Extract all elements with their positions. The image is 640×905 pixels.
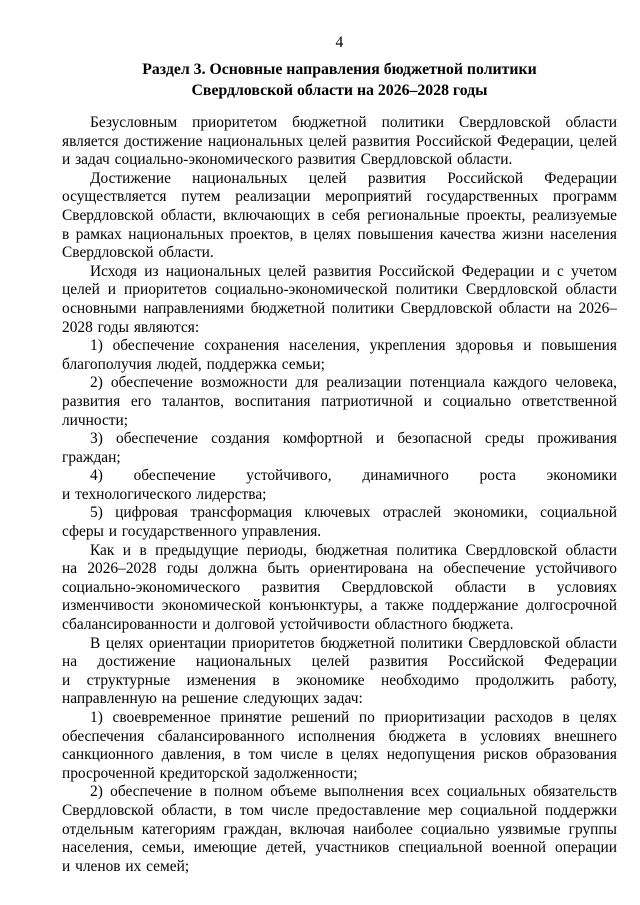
body-paragraph: 2) обеспечение возможности для реализации потенциала каждого человека, развития его талантов, воспитания патриотичной и социально ответственной личности;	[62, 374, 617, 429]
body-paragraph: 2) обеспечение в полном объеме выполнения всех социальных обязательств Свердловской области, в том числе предоставление мер социальной поддержки отдельным категориям граждан, включая наиболее социально уязвимые группы населения, семьи, имеющие детей, участников специальной военной операции и членов их семей;	[62, 783, 617, 875]
document-body	[62, 114, 617, 876]
body-paragraph: 4) обеспечение устойчивого, динамичного роста экономики и технологического лидерства;	[62, 467, 617, 503]
section-heading: Раздел 3. Основные направления бюджетной политики Свердловской области на 2026–2028 годы	[142, 61, 537, 99]
body-paragraph: 1) своевременное принятие решений по приоритизации расходов в целях обеспечения сбалансированного исполнения бюджета в условиях внешнего санкционного давления, в том числе в целях недопущения рисков образования просроченной кредиторской задолженности;	[62, 709, 617, 782]
body-paragraph: 3) обеспечение создания комфортной и безопасной среды проживания граждан;	[62, 430, 617, 466]
body-paragraph: Исходя из национальных целей развития Российской Федерации и с учетом целей и приоритетов социально-экономической политики Свердловской области основными направлениями бюджетной политики Свердловской области на 2026–2028 годы являются:	[62, 262, 617, 336]
page-number: 4	[335, 34, 344, 51]
body-paragraph: 1) обеспечение сохранения населения, укрепления здоровья и повышения благополучия людей, поддержка семьи;	[62, 337, 617, 373]
body-paragraph: Как и в предыдущие периоды, бюджетная политика Свердловской области на 2026–2028 годы должна быть ориентирована на обеспечение устойчивого социально-экономического развития Свердловской области в условиях изменчивости экономической конъюнктуры, а также поддержание долгосрочной сбалансированности и долговой устойчивости областного бюджета.	[62, 541, 617, 634]
body-paragraph: Достижение национальных целей развития Российской Федерации осуществляется путем реализации мероприятий государственных программ Свердловской области, включающих в себя региональные проекты, реализуемые в рамках национальных проектов, в целях повышения качества жизни населения Свердловской области.	[62, 169, 617, 262]
body-paragraph: В целях ориентации приоритетов бюджетной политики Свердловской области на достижение национальных целей развития Российской Федерации и структурные изменения в экономике необходимо продолжить работу, направленную на решение следующих задач:	[62, 634, 617, 708]
body-paragraph: 5) цифровая трансформация ключевых отраслей экономики, социальной сферы и государственного управления.	[62, 504, 617, 541]
body-paragraph: Безусловным приоритетом бюджетной политики Свердловской области является достижение национальных целей развития Российской Федерации, целей и задач социально-экономического развития Свердловской области.	[62, 114, 617, 169]
